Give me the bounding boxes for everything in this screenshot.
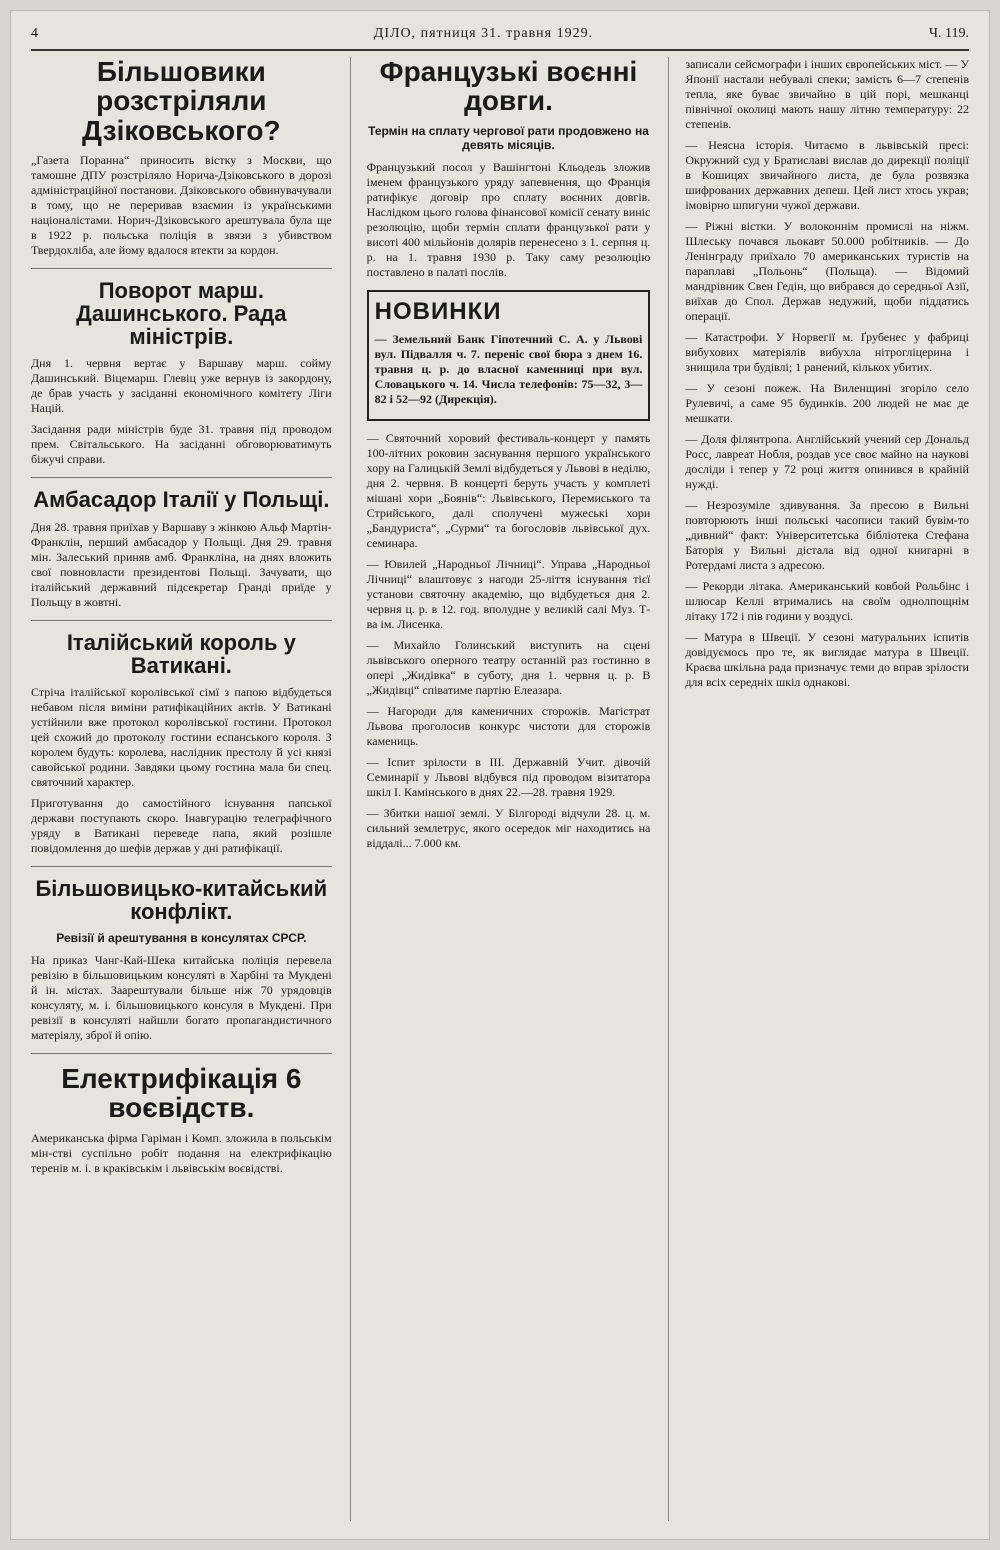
headline-1: Більшовики розстріляли Дзіковського? [82, 57, 281, 146]
news-box-title: НОВИНКИ [374, 297, 502, 325]
news-item-6: — Збитки нашої землі. У Білгороді відчули 28. ц. м. сильний землетрус, якого осередок міг находитись на віддалі... 7.000 км. [366, 805, 651, 850]
subheadline-col2: Термін на сплату чергової рати продовжено на девять місяців. [368, 123, 649, 152]
headline-6: Електрифікація 6 воєвідств. [61, 1062, 302, 1124]
divider [31, 477, 332, 478]
subheadline-5: Ревізії й арештування в консулятах СРСР. [56, 930, 307, 945]
article-3-text: Дня 28. травня приїхав у Варшаву з жінкою Альф Мартін-Франклін, перший амбасадор у Польщі. Дня 29. травня мін. Залеський приняв амб. Франкліна, на днях вложить свої повновласти президентові Польщі. Зачувати, що італійський державний підсекретар Гранді приїде у Польщу в жовтні. [31, 519, 332, 609]
article-6-text: Американська фірма Гаріман і Комп. зложила в польськім мін-стві суспільно робіт подання на електрифікацію теренів м. і. в краківськім і львівськім воєвідстві. [31, 1130, 332, 1175]
divider [31, 866, 332, 867]
masthead-title: ДІЛО, пятниця 31. травня 1929. [373, 26, 594, 41]
news-item-3: — Михайло Голинський виступить на сцені львівського оперного театру останній раз гостинно в опері „Жидівка“ в суботу, дня 1. червня ц. р. В „Жидівці“ співатиме партію Елеазара. [366, 637, 651, 697]
col3-text-6: — Доля філянтропа. Англійський учений сер Дональд Росс, лавреат Нобля, роздав усе своє майно на наукові досліди і тепер у 72 році життя опинився в крайній нужді. [685, 432, 969, 491]
column-1 [31, 57, 332, 1521]
col3-text-1: записали сейсмографи і інших європейських міст. — У Японії настали небувалі спеки; замість 6—7 степенів тепла, яке буває звичайно в цій порі, мешканці північної околиці мають нашу літню температуру: 22 степенів. [685, 57, 969, 131]
article-4-text-2: Приготування до самостійного існування папської держави поступають скоро. Інавгурацію телеграфічного уряду в Ватикані переведе папа, який розішле повідомлення до шефів держав у дні ратифікації. [31, 795, 332, 855]
news-item-4: — Нагороди для каменичних сторожів. Магістрат Львова проголосив конкурс чистоти для сторожів камениць. [366, 703, 651, 748]
masthead [31, 19, 969, 51]
col3-text-2: — Неясна історія. Читаємо в львівській пресі: Окружний суд у Братиславі вислав до дирекції поліції в Кошицях звичайного листа, де була розвязка шифрованих державних депеш. Цей лист хтось украв; імовірно шпигуни чужої держави. [685, 138, 969, 212]
col3-text-7: — Незрозуміле здивування. За пресою в Вильні повторюють інші польські часописи такий бувім-то „дивний“ факт: Університетська бібліотека Стефана Баторія у Вильні дістала від одної книгарні в Ротердамі листа з адресою. [685, 498, 969, 572]
divider [31, 620, 332, 621]
article-col2-text: Французький посол у Вашінгтоні Кльодель зложив іменем французького уряду запевнення, що Франція ратифікує договір про сплату воєнних довгів. Наслідком цього голова фінансової комісії сенату виніс резолюцію, щоби термін сплати французької рати у висоті 400 мільйонів долярів перенесено з 1. серпня ц. р. на 1. травня 1930 р. Таку саму резолюцію поставлено в палаті послів. [366, 159, 651, 279]
page-number: 4 [31, 26, 38, 41]
headline-5: Більшовицько-китайський конфлікт. [35, 875, 328, 924]
col3-text-5: — У сезоні пожеж. На Виленщині згоріло село Рулевичі, а саме 95 будинків. 200 людей не має де мешкати. [685, 381, 969, 425]
article-2-text-1: Дня 1. червня вертає у Варшаву марш. сойму Дашинський. Віцемарш. Глевіц уже вернув із закордону, де брав участь у засіданні економічного комітету Ліги Націй. [31, 356, 332, 416]
divider [31, 268, 332, 269]
article-1-text: „Газета Поранна“ приносить вістку з Москви, що тамошне ДПУ розстріляло Норича-Дзіковського в дорозі адміністраційної постанови. Дзіковського обвинувачували в тому, що не переривав взаємин із українськими націоналістами. Норич-Дзіковського арештувала була ще в 1922 р. польська поліція в звязи з убивством Твердохліба, але йому вдалося втекти за кордон. [31, 153, 332, 258]
news-box-text: — Земельний Банк Гіпотечний С. А. у Львові вул. Підвалля ч. 7. переніс свої бюра з днем 16. травня ц. р. до власної каменниці при вул. Словацького ч. 14. Числа телефонів: 75—32, 3—82 і 52—92 (Дирекція). [374, 331, 643, 406]
col3-text-4: — Катастрофи. У Норвегії м. Ґрубенес у фабриці вибухових матеріялів вибухла нітрогліцерина і знищила три будівлі; 1 ранений, кількох убитих. [685, 330, 969, 374]
article-5-text: На приказ Чанг-Кай-Шека китайська поліція перевела ревізію в більшовицьким консуляті в Харбіні та Мукдені й ін. містах. Заарештували більше ніж 70 урядовців консуляту, м. і. більшовицького консуля в Мукдені. При ревізії в консуляті найшли богато пропагандистичного матеріялу, зброї й опію. [31, 952, 332, 1042]
col3-text-3: — Ріжні вістки. У волоконнім промислі на ніжм. Шлеську почався льокавт 50.000 робітників. — До Ленінграду приїхало 70 американських туристів на параплаві „Польонь“ (Польща). — Відомий мандрівник Свен Гедін, що вибрався до середньої Азії, виїхав до Спол. Держав недужий, щоби піддатись операції. [685, 219, 969, 323]
col3-text-8: — Рекорди літака. Американський ковбой Рольбінс і шлюсар Келлі втримались на своїм однолпощнім літаку 172 і пів години у воздусі. [685, 579, 969, 623]
col3-text-9: — Матура в Швеції. У сезоні матуральних іспитів довідуємось про те, як виглядає матура в Швеції. Крaєва шкільна рада призначує теми до вправ зрілости для всіх середніх шкіл однакові. [685, 630, 969, 689]
divider [31, 1053, 332, 1054]
headline-2: Поворот марш. Дашинського. Рада міністрів. [76, 278, 287, 350]
news-item-5: — Іспит зрілости в III. Державній Учит. дівочій Семинарії у Львові відбувся під проводом візитатора шкіл І. Камінського в днях 22.—28. травня 1929. [366, 754, 651, 799]
headline-col2: Французькі воєнні довги. [379, 57, 638, 117]
newspaper-page [10, 10, 990, 1540]
columns [31, 57, 969, 1521]
issue-number: Ч. 119. [928, 26, 969, 41]
news-item-2: — Ювилей „Народньої Лічниці“. Управа „Народньої Лічниці“ влаштовує з нагоди 25-ліття існування тієї установи святочну академію, що відбудеться дня 2. червня ц. р. в 12. год. вполудне у великій салі Муз. Т-ва ім. Лисенка. [366, 556, 651, 631]
column-3 [668, 57, 969, 1521]
news-item-1: — Святочний хоровий фестиваль-концерт у память 100-літних роковин заснування першого українського хору на Галицькій Землі відбудеться у Львові в неділю, дня 2. червня. В концерті беруть участь у комплеті мішані хори „Боянів“: Львівського, Перемиського та Стрийського, далі сполучені мужеські хори „Бандуриста“, „Сурми“ та богословів львівської дух. семинара. [366, 430, 651, 550]
article-4-text-1: Стріча італійської королівської сімї з папою відбудеться небавом після виміни ратифікаційних актів. У Ватикані устійнили вже протокол королівської гостини. Протокол цей схожий до протоколу гостини еспанського короля. З королем будуть: королева, наслідник престолу й усі князі савойської родини. Завдяки цьому гостина мала би спец. святочний характер. [31, 684, 332, 789]
column-2 [350, 57, 651, 1521]
headline-4: Італійський король у Ватикані. [66, 629, 296, 678]
news-box [367, 290, 651, 421]
headline-3: Амбасадор Італії у Польщі. [33, 487, 330, 513]
article-2-text-2: Засідання ради міністрів буде 31. травня під проводом прем. Світальського. На засіданні обговорюватимуть біжучі справи. [31, 422, 332, 467]
